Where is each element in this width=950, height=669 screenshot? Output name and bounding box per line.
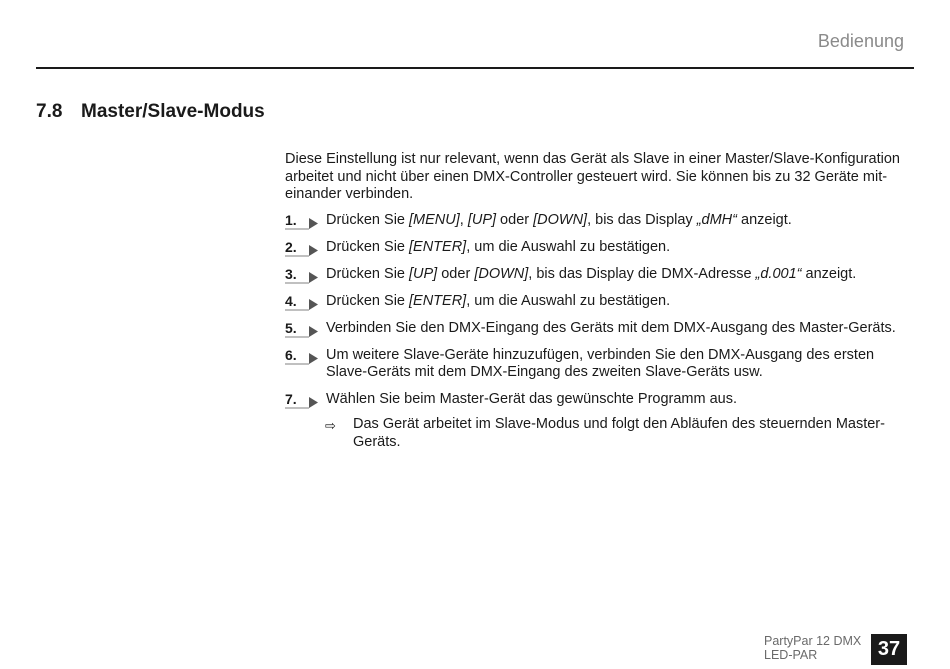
step-item [285,347,915,382]
step-number: 6. [285,346,297,363]
result-text: Das Gerät arbeitet im Slave-Modus und folgt den Abläufen des steuernden Master-Geräts. [353,416,885,450]
step-text-part: Drücken Sie [326,211,410,228]
step-text-part: oder [437,265,475,282]
step-number: 4. [285,292,297,309]
step-text [326,347,874,381]
step-text-part: oder [496,211,534,228]
step-number: 5. [285,319,297,336]
footer-product-name: PartyPar 12 DMX [764,634,862,648]
step-item [285,320,915,338]
section-title: Master/Slave-Modus [81,101,265,122]
step-arrow-icon [285,352,318,366]
step-text-part: Um weitere Slave-Geräte hinzuzufügen, verbinden Sie den DMX-Ausgang des ersten Slave-Geräts mit dem DMX-Eingang des zweiten Slave-Geräts usw. [326,346,875,380]
footer-product [764,634,861,662]
step-key-term: [DOWN] [474,265,529,282]
step-text-part: anzeigt. [801,265,857,282]
step-text [326,212,792,228]
step-key-term: [MENU] [409,211,460,228]
step-item [285,239,915,257]
step-arrow-icon [285,271,318,285]
step-arrow-icon [285,396,318,410]
header-rule [36,67,914,69]
intro-paragraph: Diese Einstellung ist nur relevant, wenn das Gerät als Slave in einer Master/Slave-Konfiguration arbeitet und nicht über einen DMX-Controller gesteuert wird. Sie können bis zu 32 Geräte mit-einander verbinden. [285,151,900,202]
step-number: 2. [285,238,297,255]
step-key-term: [UP] [409,265,438,282]
step-text-part: , bis das Display die DMX-Adresse [528,265,756,282]
step-arrow-icon [285,325,318,339]
footer-product-type: LED-PAR [764,648,818,662]
step-number: 7. [285,391,297,407]
result-line [285,416,915,451]
step-key-term: [DOWN] [533,211,588,228]
step-text-part: Drücken Sie [326,238,410,255]
step-text [326,266,856,282]
step-text [326,320,896,336]
step-text-part: Verbinden Sie den DMX-Eingang des Geräts mit dem DMX-Ausgang des Master-Geräts. [326,319,896,336]
step-key-term: [ENTER] [409,292,467,309]
step-list [285,212,915,409]
body-column [285,151,915,451]
step-arrow-icon [285,298,318,312]
page-number-badge: 37 [871,634,907,665]
header-section-title: Bedienung [817,31,904,51]
step-text [326,391,737,407]
step-text-part: Drücken Sie [326,265,410,282]
step-key-term: [UP] [467,211,497,228]
step-text [326,239,670,255]
section-heading [36,101,265,123]
result-arrow-icon: ⇨ [325,418,336,433]
step-text-part: , um die Auswahl zu bestätigen. [466,292,671,309]
step-item [285,391,915,409]
step-text [326,293,670,309]
section-number: 7.8 [36,101,63,122]
step-number: 3. [285,265,297,282]
step-key-term: „d.001“ [755,265,802,282]
step-item [285,293,915,311]
step-key-term: [ENTER] [409,238,467,255]
step-text-part: , [459,211,468,228]
step-key-term: „dMH“ [696,211,737,228]
step-arrow-icon [285,217,318,231]
step-arrow-icon [285,244,318,258]
step-text-part: Drücken Sie [326,292,410,309]
step-text-part: Wählen Sie beim Master-Gerät das gewünschte Programm aus. [326,391,738,407]
step-item [285,212,915,230]
step-text-part: anzeigt. [736,211,792,228]
step-item [285,266,915,284]
step-text-part: , um die Auswahl zu bestätigen. [466,238,671,255]
step-number: 1. [285,211,297,228]
step-text-part: , bis das Display [587,211,697,228]
